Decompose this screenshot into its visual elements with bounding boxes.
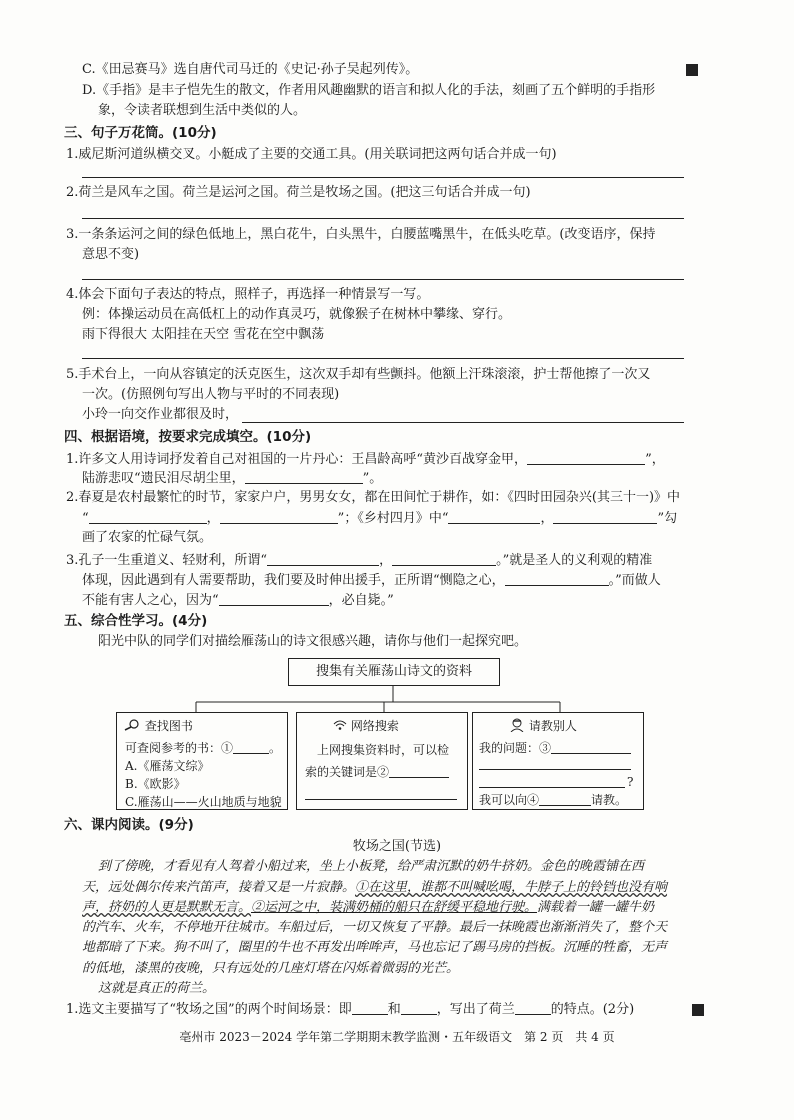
s4-q1-line1 (66, 450, 665, 469)
passage-line2 (82, 879, 667, 897)
s5-box3-head (509, 717, 577, 735)
s4-q3-line3 (82, 591, 394, 610)
s4-q1b-end: ”。 (362, 471, 383, 486)
s5-box3-qmark: ? (627, 775, 634, 789)
s5-box2-line2 (305, 763, 449, 781)
s4-q3-blank4[interactable] (219, 591, 329, 606)
registration-mark-bottom (692, 1004, 704, 1016)
s4-q3-blank3[interactable] (505, 571, 609, 586)
s4-q3-text2: 。”就是圣人的义利观的精准 (496, 553, 653, 568)
s5-box3-l3-text: 我可以向④ (479, 793, 540, 807)
passage-line7: 这就是真正的荷兰。 (98, 981, 216, 996)
s5-box2-blank1[interactable] (389, 763, 449, 778)
s4-q1-text: 1.许多文人用诗词抒发着自己对祖国的一片丹心：王昌龄高呼“黄沙百战穿金甲， (66, 452, 528, 467)
s6-q1-blank2[interactable] (401, 1000, 437, 1015)
s5-box3-l3-end: 请教。 (591, 793, 628, 807)
s5-box1-head-text: 查找图书 (144, 719, 193, 733)
s4-q2-line3: 画了农家的忙碌气氛。 (82, 530, 213, 545)
section6-title: 六、课内阅读。(9分) (64, 817, 194, 833)
s4-q3-blank2[interactable] (392, 551, 496, 566)
s5-box1-blank[interactable] (233, 739, 269, 754)
magnifier-icon (123, 719, 141, 731)
s6-q1-text3: ，写出了荷兰 (436, 1002, 515, 1017)
s4-q2-comma1: ， (206, 511, 220, 526)
passage-sentence2: ②运河之中，装满奶桶的船只在舒缓平稳地行驶。 (251, 900, 538, 915)
s4-q2-blank1[interactable] (89, 509, 207, 524)
s4-q2-comma2: ， (540, 511, 554, 526)
person-icon (509, 718, 525, 732)
s3-q5-line2: 一次。(仿照例句写出人物与平时的不同表现) (82, 387, 340, 402)
passage-sentence1-part1: ①在这里，谁都不叫喊吆喝，牛脖子上的铃铛也没有响 (355, 880, 668, 895)
s3-q3-line2: 意思不变) (82, 247, 140, 262)
s3-q1-answer-line[interactable] (82, 177, 684, 178)
s5-box3-head-text: 请教别人 (528, 719, 577, 733)
s4-q3-line1 (66, 551, 652, 570)
s5-box3-blank2[interactable] (479, 769, 631, 770)
s3-q2: 2.荷兰是风车之国。荷兰是运河之国。荷兰是牧场之国。(把这三句话合并成一句) (66, 185, 531, 200)
s5-intro: 阳光中队的同学们对描绘雁荡山的诗文很感兴趣，请你与他们一起探究吧。 (98, 634, 528, 649)
passage-line3-text: 满载着一罐一罐牛奶 (537, 900, 655, 915)
choice-d-line2: 象，令读者联想到生活中类似的人。 (98, 103, 307, 118)
s3-q4-example: 例：体操运动员在高低杠上的动作真灵巧，就像猴子在树林中攀缘、穿行。 (82, 307, 512, 322)
s5-box1-line2: A.《雁荡文综》 (125, 759, 210, 773)
s4-q2-end: ”勾 (657, 511, 678, 526)
s4-q1-end: ”， (645, 452, 665, 467)
s5-top-label: 搜集有关雁荡山诗文的资料 (315, 664, 472, 679)
s5-box2-blank2[interactable] (305, 799, 457, 800)
s5-box3-blank3[interactable] (479, 787, 625, 788)
passage-line5: 地都暗了下来。狗不叫了，圈里的牛也不再发出哞哞声，马也忘记了踢马房的挡板。沉睡的牲畜，无声 (82, 940, 668, 955)
s4-q3-text1: 3.孔子一生重道义、轻财利，所谓“ (66, 553, 268, 568)
s3-q2-answer-line[interactable] (82, 218, 684, 219)
passage-line3 (82, 899, 654, 917)
section4-title: 四、根据语境，按要求完成填空。(10分) (64, 429, 312, 445)
s6-q1-text4: 的特点。(2分) (550, 1002, 635, 1017)
s3-q4-answer-line[interactable] (82, 358, 684, 359)
s5-box1-l1-text: 可查阅参考的书：① (125, 741, 234, 755)
s5-box2-head-text: 网络搜索 (350, 719, 399, 733)
s3-q5-answer-line[interactable] (242, 422, 684, 423)
s5-box1-head (123, 717, 193, 735)
s3-q5-prompt: 小玲一向交作业都很及时， (82, 407, 239, 422)
s4-q3-text6: ，必自毙。” (328, 593, 394, 608)
s4-q1-blank1[interactable] (527, 450, 645, 465)
s4-q1b-text: 陆游悲叹“遗民泪尽胡尘里， (82, 471, 245, 486)
choice-d-line1: D.《手指》是丰子恺先生的散文，作者用风趣幽默的语言和拟人化的手法，刻画了五个鲜明的手指形 (82, 83, 656, 98)
s5-box-books (116, 712, 288, 810)
passage-line2-text: 天，远处偶尔传来汽笛声，接着又是一片寂静。 (82, 880, 356, 895)
s4-q2-blank3[interactable] (448, 509, 540, 524)
s5-box1-line1 (125, 739, 281, 757)
s3-q3-line1: 3.一条条运河之间的绿色低地上，黑白花牛，白头黑牛，白腰蓝嘴黑牛，在低头吃草。(改变语序，保持 (66, 227, 656, 242)
s3-q4-options: 雨下得很大 太阳挂在天空 雪花在空中飘荡 (82, 327, 325, 342)
passage-line4: 的汽车、火车，不停地开往城市。车船过后，一切又恢复了平静。最后一抹晚霞也渐渐消失了，整个天 (82, 920, 668, 935)
s4-q2-blank2[interactable] (220, 509, 338, 524)
s5-box1-l1-end: 。 (269, 741, 282, 755)
s4-q1-blank2[interactable] (245, 469, 363, 484)
section5-title: 五、综合性学习。(4分) (64, 613, 208, 629)
s5-box2-l2-text: 索的关键词是② (305, 765, 390, 779)
s5-box2-line1: 上网搜集资料时，可以检 (317, 743, 450, 757)
s3-q3-answer-line[interactable] (82, 279, 684, 280)
s5-box2-head (333, 717, 399, 735)
s5-box3-l1-text: 我的问题：③ (479, 741, 552, 755)
s5-top-box (288, 658, 500, 686)
s5-box3-line1 (479, 739, 631, 757)
s6-q1-blank3[interactable] (515, 1000, 551, 1015)
s6-q1 (66, 1000, 634, 1019)
s4-q3-text4: 。”而做人 (608, 573, 661, 588)
s5-box-ask (472, 712, 644, 810)
s4-q2-line1: 2.春夏是农村最繁忙的时节，家家户户，男男女女，都在田间忙于耕作，如：《四时田园杂兴(其三十一)》中 (66, 490, 681, 505)
passage-line6: 的低地，漆黑的夜晚，只有远处的几座灯塔在闪烁着微弱的光芒。 (82, 961, 460, 976)
s6-q1-text2: 和 (387, 1002, 401, 1017)
s6-q1-text1: 1.选文主要描写了“牧场之国”的两个时间场景：即 (66, 1002, 352, 1017)
s3-q4: 4.体会下面句子表达的特点，照样子，再选择一种情景写一写。 (66, 287, 430, 302)
s3-q1: 1.威尼斯河道纵横交叉。小艇成了主要的交通工具。(用关联词把这两句话合并成一句) (66, 147, 557, 162)
s4-q3-text3: 体现，因此遇到有人需要帮助，我们要及时伸出援手，正所谓“恻隐之心， (82, 573, 505, 588)
s4-q3-text5: 不能有害人之心，因为“ (82, 593, 219, 608)
s4-q2-blank4[interactable] (553, 509, 657, 524)
registration-mark-top (686, 64, 698, 76)
s4-q1-line2 (82, 469, 382, 488)
passage-title: 牧场之国(节选) (352, 839, 442, 854)
s4-q2-quote-open: “ (82, 511, 89, 526)
s5-box-web (296, 712, 468, 810)
s4-q3-line2 (82, 571, 661, 590)
section3-title: 三、句子万花筒。(10分) (64, 125, 217, 141)
s5-box3-line3 (479, 791, 627, 809)
s5-box1-line3: B.《欧影》 (125, 777, 186, 791)
s4-q3-blank1[interactable] (267, 551, 379, 566)
s6-q1-blank1[interactable] (352, 1000, 388, 1015)
passage-sentence1-part2: 声，挤奶的人更是默默无言。 (82, 900, 252, 915)
s5-box3-blank1[interactable] (551, 739, 631, 754)
wifi-icon (333, 719, 347, 731)
choice-c: C.《田忌赛马》选自唐代司马迁的《史记·孙子吴起列传》。 (82, 62, 419, 77)
page-footer: 亳州市 2023－2024 学年第二学期期末教学监测・五年级语文 第 2 页 共 4 页 (179, 1030, 615, 1044)
s3-q5-line1: 5.手术台上，一向从容镇定的沃克医生，这次双手却有些颤抖。他额上汗珠滚滚，护士帮他擦了一次又 (66, 367, 651, 382)
s5-box3-blank4[interactable] (539, 791, 591, 806)
s4-q3-comma: ， (379, 553, 393, 568)
s4-q2-mid: ”；《乡村四月》中“ (337, 511, 449, 526)
s4-q2-line2 (82, 509, 677, 528)
passage-line1: 到了傍晚，才看见有人驾着小船过来，坐上小板凳，给严肃沉默的奶牛挤奶。金色的晚霞铺在西 (98, 859, 645, 874)
s5-box1-line4: C.雁荡山——火山地质与地貌 (125, 795, 282, 809)
